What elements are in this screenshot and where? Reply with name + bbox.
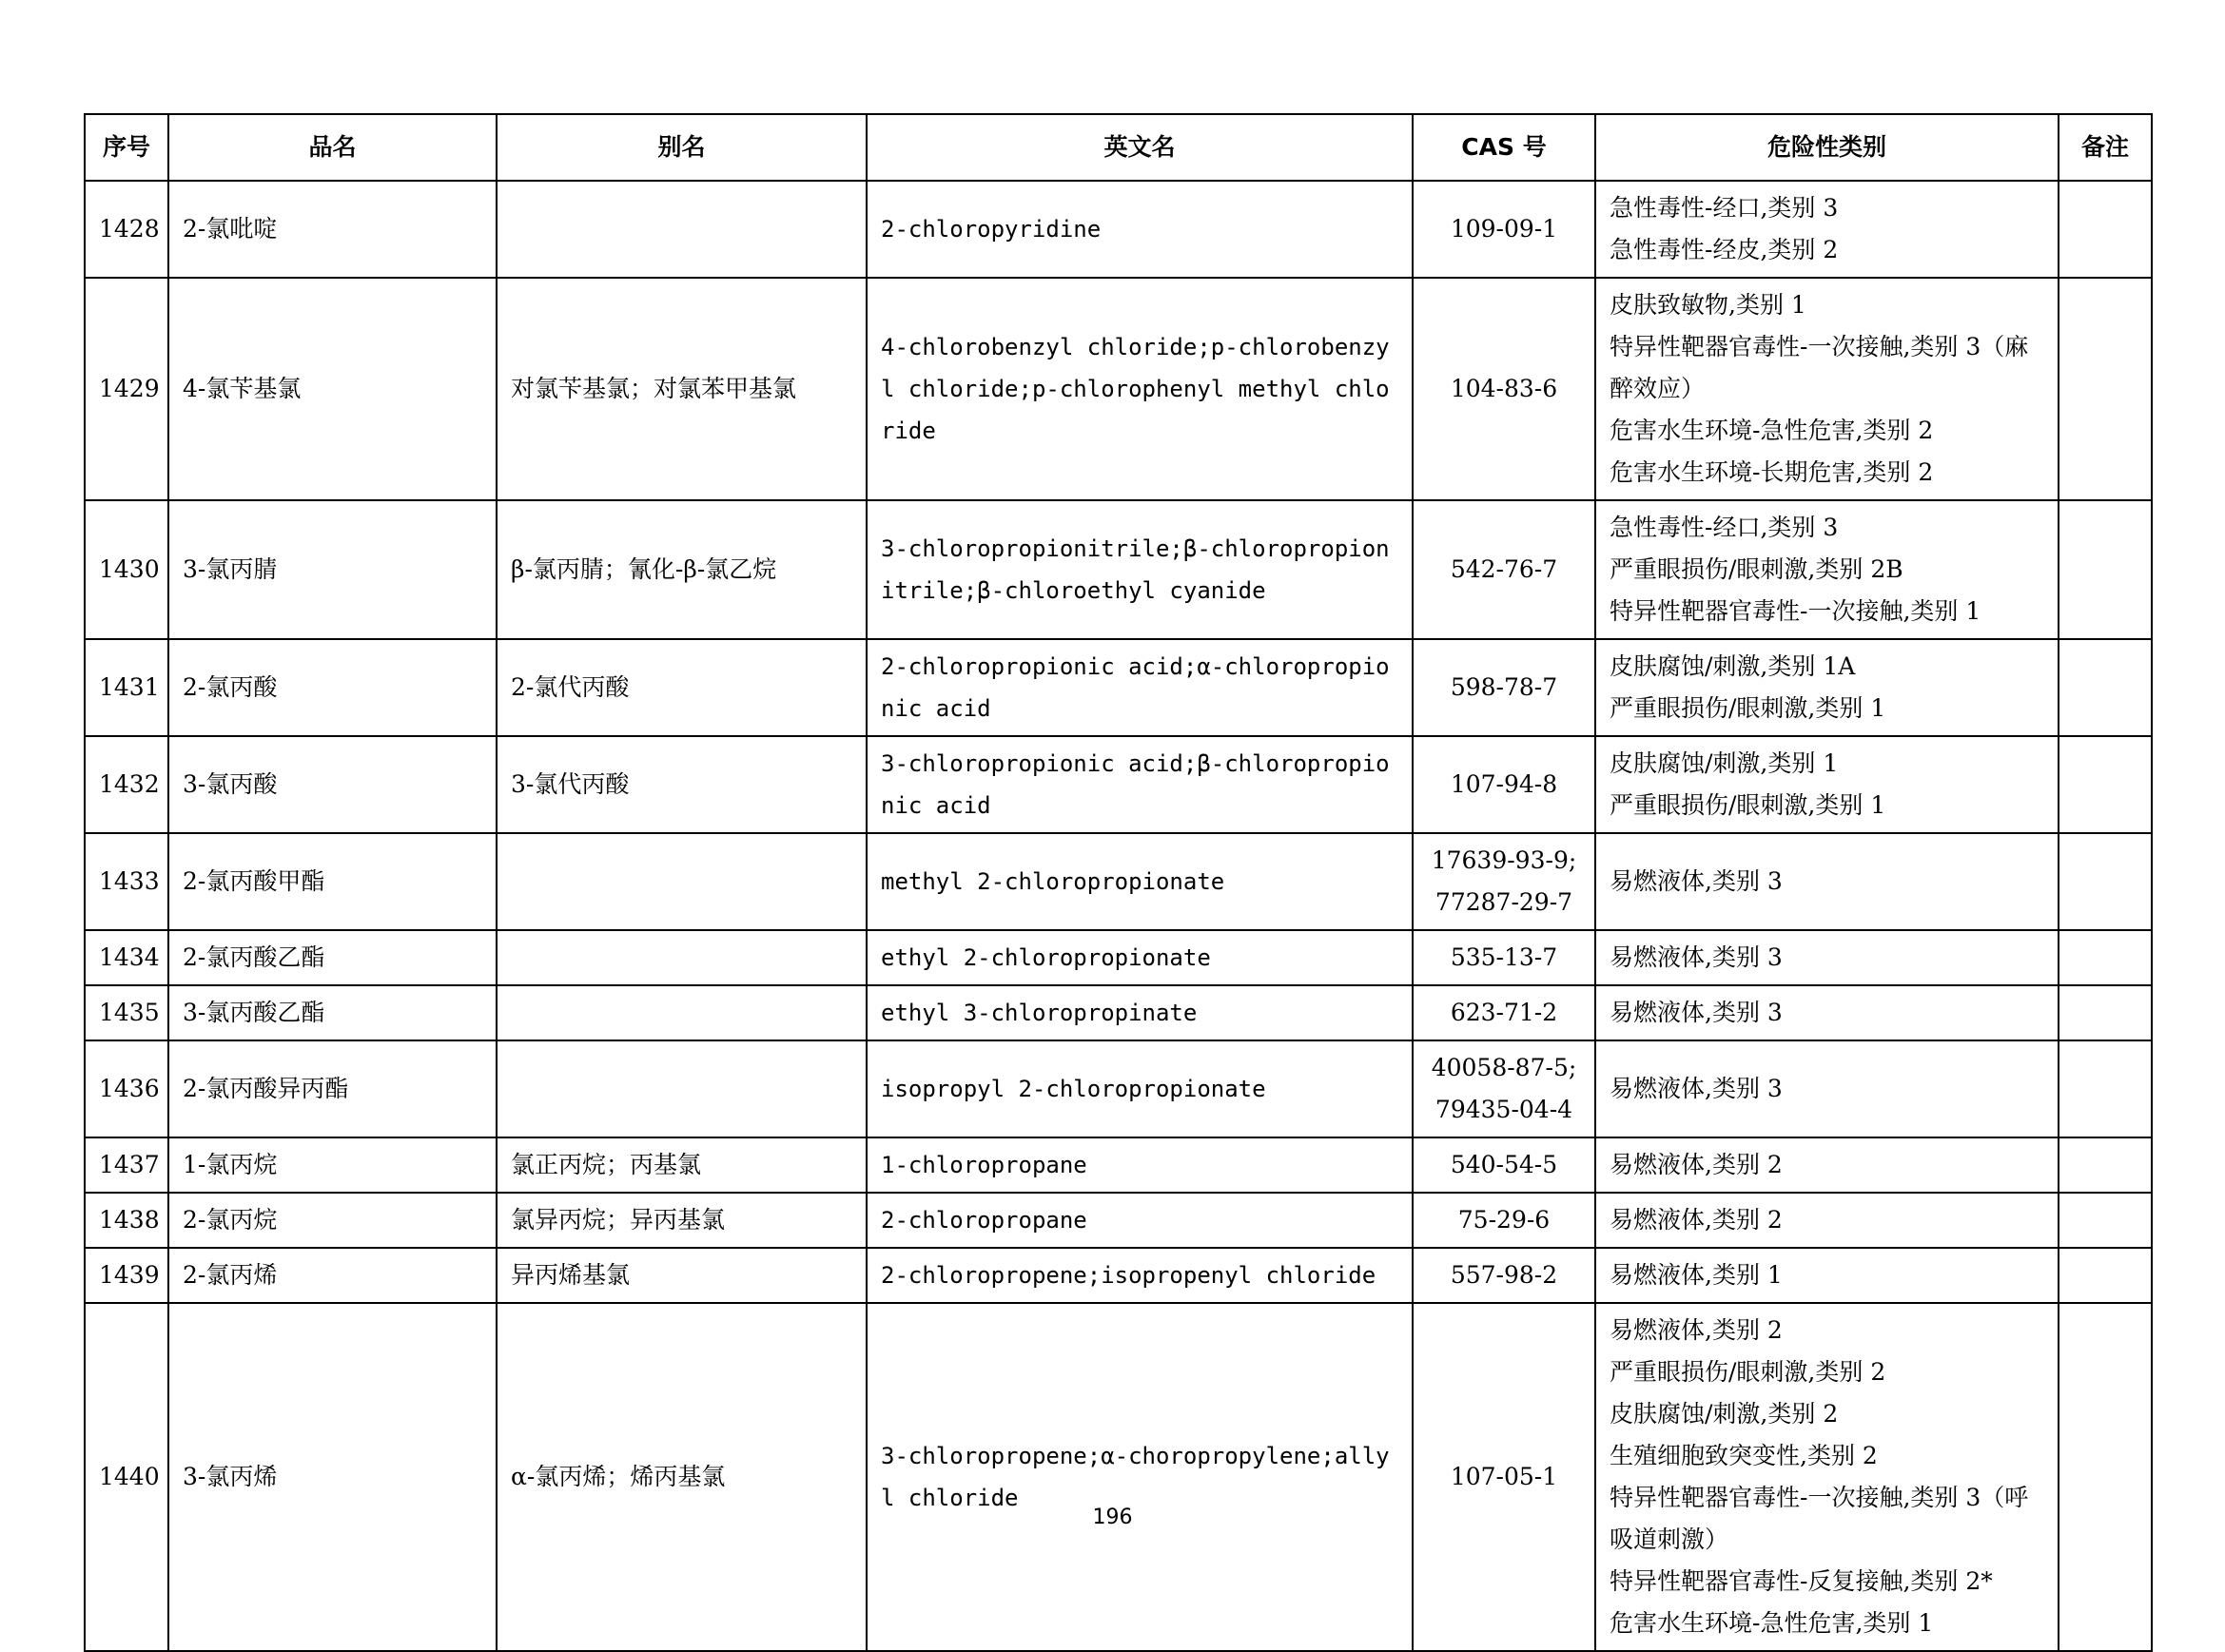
table-body xyxy=(85,181,2152,1651)
table-row xyxy=(85,930,2152,985)
cell-english-name: 2-chloropropionic acid;α-chloropropionic acid xyxy=(867,639,1413,736)
cell-serial-number: 1437 xyxy=(85,1137,168,1193)
cell-remarks xyxy=(2059,639,2152,736)
cell-product-name: 2-氯丙酸乙酯 xyxy=(168,930,497,985)
table-row xyxy=(85,1303,2152,1651)
cell-alias xyxy=(497,833,867,930)
header-row xyxy=(85,114,2152,181)
cell-serial-number: 1438 xyxy=(85,1193,168,1248)
cell-hazard-category xyxy=(1595,181,2059,278)
table-row xyxy=(85,500,2152,639)
cell-english-name: 2-chloropropane xyxy=(867,1193,1413,1248)
cell-cas-number: 540-54-5 xyxy=(1413,1137,1595,1193)
cell-alias: 3-氯代丙酸 xyxy=(497,736,867,833)
cell-english-name: ethyl 3-chloropropinate xyxy=(867,985,1413,1040)
hazard-line: 皮肤腐蚀/刺激,类别 1A xyxy=(1610,652,1856,680)
cell-remarks xyxy=(2059,1303,2152,1651)
cell-serial-number: 1430 xyxy=(85,500,168,639)
cell-hazard-category xyxy=(1595,930,2059,985)
cell-cas-number: 623-71-2 xyxy=(1413,985,1595,1040)
cell-serial-number: 1436 xyxy=(85,1040,168,1137)
cell-english-name: 4-chlorobenzyl chloride;p-chlorobenzyl chloride;p-chlorophenyl methyl chloride xyxy=(867,278,1413,500)
cell-english-name: 2-chloropyridine xyxy=(867,181,1413,278)
cell-hazard-category xyxy=(1595,500,2059,639)
cell-alias: α-氯丙烯；烯丙基氯 xyxy=(497,1303,867,1651)
cell-remarks xyxy=(2059,1137,2152,1193)
cell-alias xyxy=(497,181,867,278)
cell-product-name: 2-氯丙酸甲酯 xyxy=(168,833,497,930)
table-row xyxy=(85,833,2152,930)
cell-remarks xyxy=(2059,500,2152,639)
cell-remarks xyxy=(2059,1248,2152,1303)
cell-remarks xyxy=(2059,1040,2152,1137)
table-row xyxy=(85,1248,2152,1303)
cell-hazard-category xyxy=(1595,1248,2059,1303)
hazard-line: 特异性靶器官毒性-反复接触,类别 2* xyxy=(1610,1567,1993,1595)
cell-hazard-category xyxy=(1595,736,2059,833)
cell-alias: 2-氯代丙酸 xyxy=(497,639,867,736)
cell-hazard-category xyxy=(1595,1137,2059,1193)
cell-hazard-category xyxy=(1595,278,2059,500)
cell-hazard-category xyxy=(1595,1040,2059,1137)
cell-english-name: ethyl 2-chloropropionate xyxy=(867,930,1413,985)
cell-serial-number: 1428 xyxy=(85,181,168,278)
table-row xyxy=(85,985,2152,1040)
cell-cas-number: 557-98-2 xyxy=(1413,1248,1595,1303)
hazard-line: 严重眼损伤/眼刺激,类别 2B xyxy=(1610,555,1903,583)
cell-cas-number: 40058-87-5; 79435-04-4 xyxy=(1413,1040,1595,1137)
cell-serial-number: 1435 xyxy=(85,985,168,1040)
cell-cas-number: 107-94-8 xyxy=(1413,736,1595,833)
cell-english-name: 3-chloropropionitrile;β-chloropropionitrile;β-chloroethyl cyanide xyxy=(867,500,1413,639)
table-row xyxy=(85,736,2152,833)
cell-product-name: 4-氯苄基氯 xyxy=(168,278,497,500)
table-row xyxy=(85,1137,2152,1193)
cell-hazard-category xyxy=(1595,1303,2059,1651)
header-product-name: 品名 xyxy=(168,114,497,181)
hazard-line: 特异性靶器官毒性-一次接触,类别 3（呼吸道刺激） xyxy=(1610,1484,2029,1553)
cell-serial-number: 1439 xyxy=(85,1248,168,1303)
cell-alias xyxy=(497,985,867,1040)
header-cas-number: CAS 号 xyxy=(1413,114,1595,181)
hazard-line: 皮肤致敏物,类别 1 xyxy=(1610,291,1806,319)
cell-cas-number: 75-29-6 xyxy=(1413,1193,1595,1248)
hazard-line: 易燃液体,类别 2 xyxy=(1610,1206,1783,1234)
cell-remarks xyxy=(2059,181,2152,278)
cell-remarks xyxy=(2059,736,2152,833)
cell-product-name: 3-氯丙酸 xyxy=(168,736,497,833)
hazard-line: 易燃液体,类别 3 xyxy=(1610,1075,1783,1102)
cell-alias: 氯正丙烷；丙基氯 xyxy=(497,1137,867,1193)
hazard-line: 急性毒性-经皮,类别 2 xyxy=(1610,236,1839,263)
hazard-line: 危害水生环境-急性危害,类别 1 xyxy=(1610,1609,1934,1637)
header-english-name: 英文名 xyxy=(867,114,1413,181)
cell-serial-number: 1431 xyxy=(85,639,168,736)
cell-serial-number: 1434 xyxy=(85,930,168,985)
hazard-line: 急性毒性-经口,类别 3 xyxy=(1610,194,1839,222)
hazard-line: 生殖细胞致突变性,类别 2 xyxy=(1610,1442,1878,1469)
cell-english-name: 2-chloropropene;isopropenyl chloride xyxy=(867,1248,1413,1303)
cell-cas-number: 109-09-1 xyxy=(1413,181,1595,278)
cell-product-name: 2-氯丙酸异丙酯 xyxy=(168,1040,497,1137)
cell-alias: 对氯苄基氯；对氯苯甲基氯 xyxy=(497,278,867,500)
hazard-line: 严重眼损伤/眼刺激,类别 1 xyxy=(1610,694,1886,722)
cell-product-name: 2-氯吡啶 xyxy=(168,181,497,278)
header-hazard-category: 危险性类别 xyxy=(1595,114,2059,181)
hazard-line: 危害水生环境-急性危害,类别 2 xyxy=(1610,417,1934,444)
cell-remarks xyxy=(2059,833,2152,930)
cell-english-name: isopropyl 2-chloropropionate xyxy=(867,1040,1413,1137)
hazard-line: 急性毒性-经口,类别 3 xyxy=(1610,514,1839,541)
hazard-line: 严重眼损伤/眼刺激,类别 2 xyxy=(1610,1358,1886,1386)
cell-remarks xyxy=(2059,985,2152,1040)
hazard-line: 易燃液体,类别 3 xyxy=(1610,943,1783,971)
cell-remarks xyxy=(2059,930,2152,985)
cell-product-name: 2-氯丙烯 xyxy=(168,1248,497,1303)
table-row xyxy=(85,278,2152,500)
cell-alias xyxy=(497,930,867,985)
table-row xyxy=(85,1040,2152,1137)
page-number: 196 xyxy=(1092,1506,1133,1529)
header-alias: 别名 xyxy=(497,114,867,181)
hazard-line: 危害水生环境-长期危害,类别 2 xyxy=(1610,458,1934,486)
cell-product-name: 3-氯丙酸乙酯 xyxy=(168,985,497,1040)
cell-alias: 异丙烯基氯 xyxy=(497,1248,867,1303)
cell-cas-number: 17639-93-9; 77287-29-7 xyxy=(1413,833,1595,930)
hazard-line: 易燃液体,类别 3 xyxy=(1610,867,1783,895)
cell-remarks xyxy=(2059,278,2152,500)
cell-cas-number: 598-78-7 xyxy=(1413,639,1595,736)
cell-english-name: methyl 2-chloropropionate xyxy=(867,833,1413,930)
cell-alias: 氯异丙烷；异丙基氯 xyxy=(497,1193,867,1248)
cell-english-name: 3-chloropropionic acid;β-chloropropionic acid xyxy=(867,736,1413,833)
header-serial-number: 序号 xyxy=(85,114,168,181)
table-row xyxy=(85,639,2152,736)
cell-cas-number: 535-13-7 xyxy=(1413,930,1595,985)
cell-hazard-category xyxy=(1595,1193,2059,1248)
cell-product-name: 2-氯丙酸 xyxy=(168,639,497,736)
cell-english-name: 3-chloropropene;α-choropropylene;allyl chloride xyxy=(867,1303,1413,1651)
table-row xyxy=(85,1193,2152,1248)
cell-alias xyxy=(497,1040,867,1137)
hazard-line: 易燃液体,类别 1 xyxy=(1610,1261,1783,1289)
cell-product-name: 3-氯丙烯 xyxy=(168,1303,497,1651)
cell-serial-number: 1432 xyxy=(85,736,168,833)
cell-serial-number: 1429 xyxy=(85,278,168,500)
hazard-line: 易燃液体,类别 2 xyxy=(1610,1316,1783,1344)
cell-hazard-category xyxy=(1595,639,2059,736)
hazard-line: 严重眼损伤/眼刺激,类别 1 xyxy=(1610,791,1886,819)
hazard-line: 皮肤腐蚀/刺激,类别 2 xyxy=(1610,1400,1839,1428)
hazard-line: 易燃液体,类别 3 xyxy=(1610,999,1783,1026)
cell-alias: β-氯丙腈；氰化-β-氯乙烷 xyxy=(497,500,867,639)
cell-cas-number: 542-76-7 xyxy=(1413,500,1595,639)
cell-remarks xyxy=(2059,1193,2152,1248)
cell-product-name: 2-氯丙烷 xyxy=(168,1193,497,1248)
hazard-line: 皮肤腐蚀/刺激,类别 1 xyxy=(1610,749,1839,777)
header-remarks: 备注 xyxy=(2059,114,2152,181)
hazard-line: 特异性靶器官毒性-一次接触,类别 3（麻醉效应） xyxy=(1610,333,2029,402)
cell-serial-number: 1433 xyxy=(85,833,168,930)
cell-hazard-category xyxy=(1595,985,2059,1040)
hazard-line: 易燃液体,类别 2 xyxy=(1610,1151,1783,1178)
table-row xyxy=(85,181,2152,278)
cell-cas-number: 107-05-1 xyxy=(1413,1303,1595,1651)
table-header xyxy=(85,114,2152,181)
cell-product-name: 1-氯丙烷 xyxy=(168,1137,497,1193)
cell-hazard-category xyxy=(1595,833,2059,930)
chemicals-table xyxy=(84,113,2153,1652)
cell-product-name: 3-氯丙腈 xyxy=(168,500,497,639)
cell-english-name: 1-chloropropane xyxy=(867,1137,1413,1193)
cell-cas-number: 104-83-6 xyxy=(1413,278,1595,500)
hazard-line: 特异性靶器官毒性-一次接触,类别 1 xyxy=(1610,597,1981,625)
cell-serial-number: 1440 xyxy=(85,1303,168,1651)
